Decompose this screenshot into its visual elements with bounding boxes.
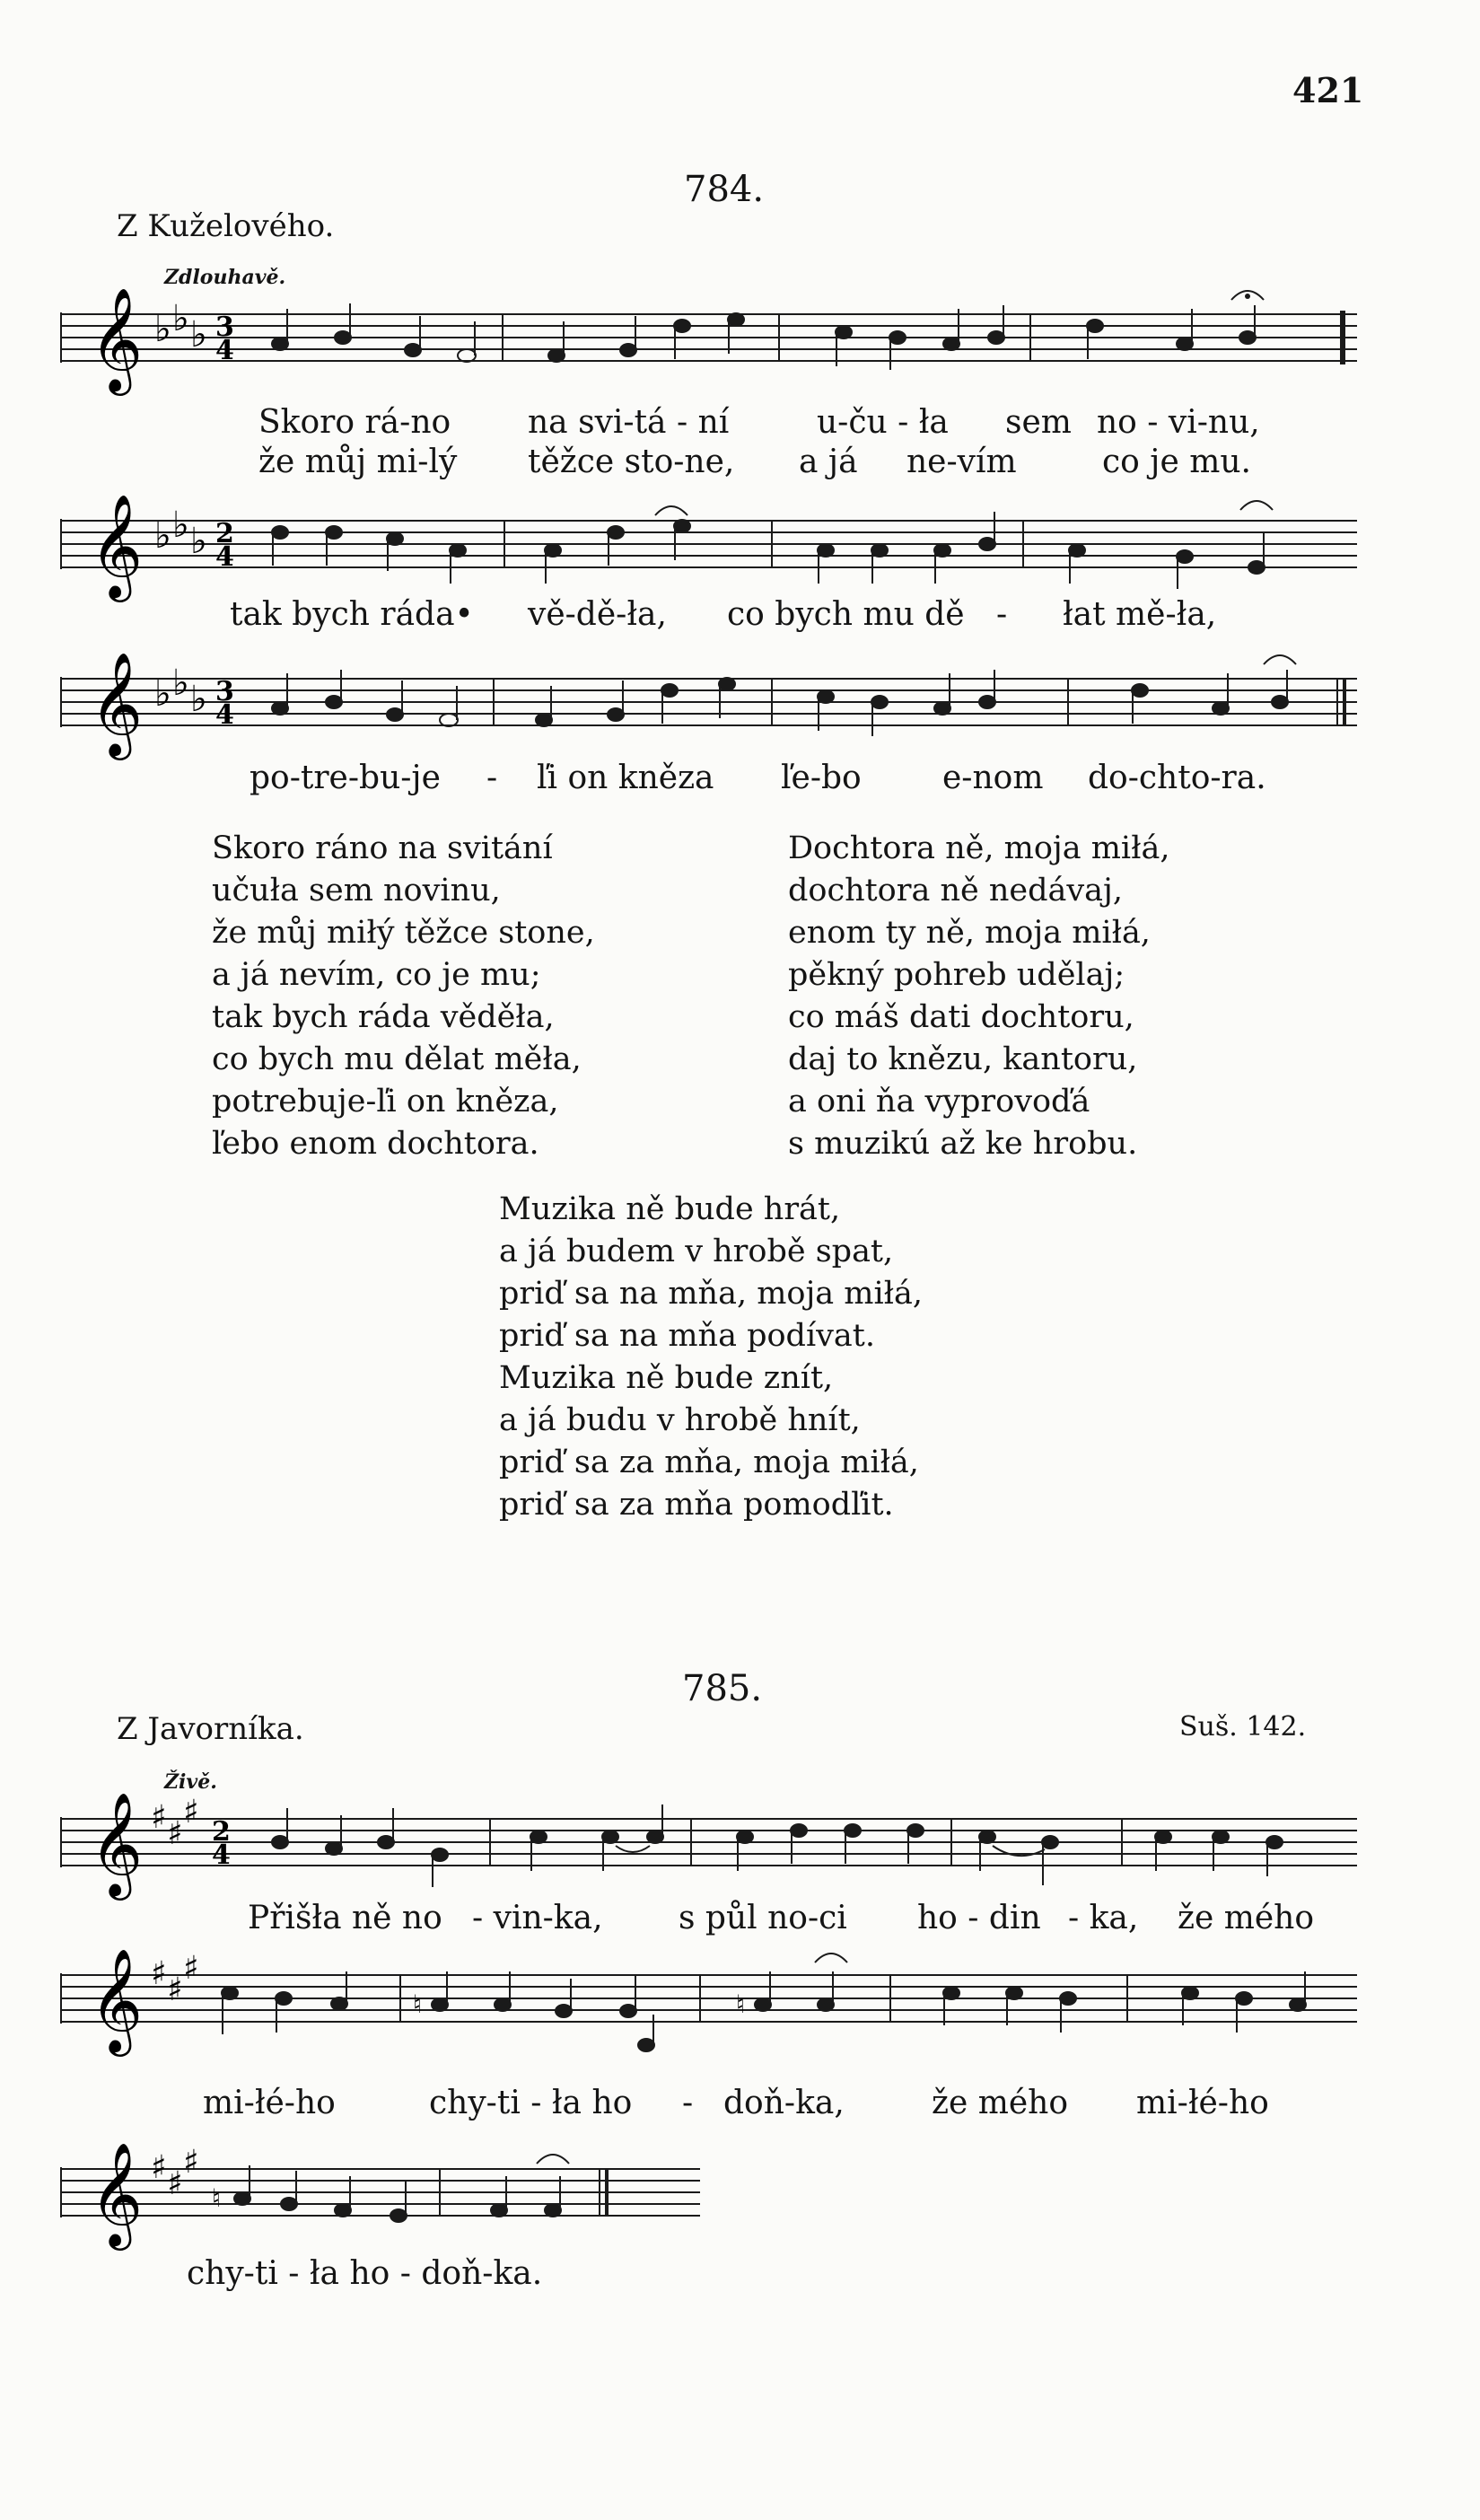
svg-text:♭: ♭ (154, 673, 171, 715)
lyric-784-3b: vě-dě-ła, (528, 596, 667, 633)
treble-clef-icon: 𝄞 (90, 286, 144, 391)
song-origin-784: Z Kuželového. (117, 208, 335, 244)
lyric-785-1c: s půl no-ci (679, 1900, 847, 1936)
lyric-785-1d: ho - din (917, 1900, 1041, 1936)
svg-text:♯: ♯ (151, 1799, 167, 1836)
lyric-784-2e: co je mu. (1102, 443, 1251, 480)
lyric-784-3d: - (996, 596, 1008, 633)
svg-text:♭: ♭ (190, 521, 207, 562)
song-number-785: 785. (682, 1668, 763, 1709)
treble-clef-icon: 𝄞 (90, 494, 144, 598)
treble-clef-icon: 𝄞 (90, 2141, 144, 2246)
lyric-784-4e: e-nom (942, 760, 1044, 796)
lyric-784-2d: ne-vím (906, 443, 1017, 480)
lyric-785-2e: že mého (932, 2085, 1069, 2121)
lyric-784-2b: těžce sto-ne, (528, 443, 735, 480)
svg-text:♯: ♯ (151, 2149, 167, 2186)
lyric-784-2a: že můj mi-lý (258, 443, 458, 480)
lyric-784-1a: Skoro rá-no (258, 404, 451, 441)
svg-text:♭: ♭ (172, 663, 189, 704)
song-number-784: 784. (684, 169, 765, 210)
svg-text:♭: ♭ (190, 314, 207, 356)
lyric-784-3c: co bych mu dě (727, 596, 965, 633)
treble-clef-icon: 𝄞 (90, 651, 144, 756)
lyric-784-4a: po-tre-bu-je (250, 760, 441, 796)
lyric-784-4d: ľe-bo (781, 760, 862, 796)
time-signature-top: 2 (212, 1816, 231, 1848)
lyric-785-1a: Přišła ně no (248, 1900, 442, 1936)
svg-text:♭: ♭ (172, 298, 189, 339)
lyric-784-1c: u-ču - ła (817, 404, 949, 441)
svg-text:♭: ♭ (172, 505, 189, 546)
lyric-785-2d: doň-ka, (723, 2085, 845, 2121)
svg-text:♯: ♯ (167, 1971, 183, 2008)
verse-784-center: Muzika ně bude hrát, a já budem v hrobě spat, priď sa na mňa, moja miłá, priď sa na mňa podívat. Muzika ně bude znít, a já budu v hrobě hnít, priď sa za mňa, moja miłá, priď sa za mňa pomodľit. (499, 1191, 924, 1523)
lyric-785-2a: mi-łé-ho (203, 2085, 336, 2121)
lyric-784-1b: na svi-tá - ní (528, 404, 730, 441)
song-origin-785: Z Javorníka. (117, 1711, 304, 1747)
svg-text:♮: ♮ (413, 1989, 423, 2019)
svg-text:♯: ♯ (183, 1794, 199, 1831)
treble-clef-icon: 𝄞 (90, 1947, 144, 2052)
svg-text:♯: ♯ (183, 2144, 199, 2181)
lyric-785-2b: chy-ti - ła ho (429, 2085, 633, 2121)
time-signature-top: 3 (215, 312, 234, 343)
verse-784-right: Dochtora ně, moja miłá, dochtora ně nedávaj, enom ty ně, moja miłá, pěkný pohreb udělaj; co máš dati dochtoru, daj to knězu, kantoru, a oni ňa vyprovoďá s muzikú až ke hrobu. (788, 830, 1170, 1162)
lyric-784-1d: sem (1005, 404, 1072, 441)
svg-text:♭: ♭ (154, 309, 171, 350)
svg-text:♯: ♯ (167, 2165, 183, 2202)
svg-text:♮: ♮ (736, 1989, 746, 2019)
time-signature-bottom: 4 (215, 335, 234, 366)
lyric-785-1e: - ka, (1068, 1900, 1139, 1936)
svg-text:♭: ♭ (154, 515, 171, 557)
lyric-784-1e: no - vi-nu, (1097, 404, 1260, 441)
time-signature-bottom: 4 (215, 541, 234, 573)
staff-785-1 (54, 1787, 1364, 1912)
svg-text:♯: ♯ (167, 1815, 183, 1852)
lyric-785-2c: - (682, 2085, 694, 2121)
lyric-785-2f: mi-łé-ho (1136, 2085, 1269, 2121)
lyric-784-3a: tak bych ráda• (230, 596, 474, 633)
song-tempo-785: Živě. (164, 1770, 217, 1794)
svg-text:♯: ♯ (151, 1955, 167, 1992)
lyric-784-4f: do-chto-ra. (1088, 760, 1266, 796)
staff-784-1 (54, 269, 1364, 413)
song-tempo-784: Zdlouhavě. (164, 266, 286, 289)
lyric-785-1f: že mého (1178, 1900, 1315, 1936)
lyric-784-4b: - (486, 760, 498, 796)
time-signature-top: 3 (215, 676, 234, 707)
time-signature-bottom: 4 (215, 699, 234, 731)
treble-clef-icon: 𝄞 (90, 1791, 144, 1896)
staff-784-3 (54, 646, 1364, 772)
lyric-784-2c: a já (799, 443, 858, 480)
verse-784-left: Skoro ráno na svitání učuła sem novinu, že můj miłý těžce stone, a já nevím, co je mu; tak bych ráda věděła, co bych mu dělat měła, potrebuje-ľi on kněza, ľebo enom dochtora. (212, 830, 595, 1162)
lyric-784-4c: ľi on kněza (537, 760, 714, 796)
staff-785-3 (54, 2137, 718, 2262)
lyric-785-3a: chy-ti - ła ho - doň-ka. (187, 2255, 543, 2292)
page-number: 421 (1292, 70, 1364, 110)
svg-text:♮: ♮ (212, 2183, 222, 2213)
time-signature-top: 2 (215, 518, 234, 549)
lyric-784-3e: łat mě-ła, (1063, 596, 1217, 633)
song-reference-785: Suš. 142. (1179, 1711, 1307, 1743)
time-signature-bottom: 4 (212, 1840, 231, 1871)
staff-785-2 (54, 1939, 1364, 2083)
lyric-785-1b: - vin-ka, (472, 1900, 603, 1936)
svg-text:♭: ♭ (190, 679, 207, 720)
svg-text:♯: ♯ (183, 1950, 199, 1987)
